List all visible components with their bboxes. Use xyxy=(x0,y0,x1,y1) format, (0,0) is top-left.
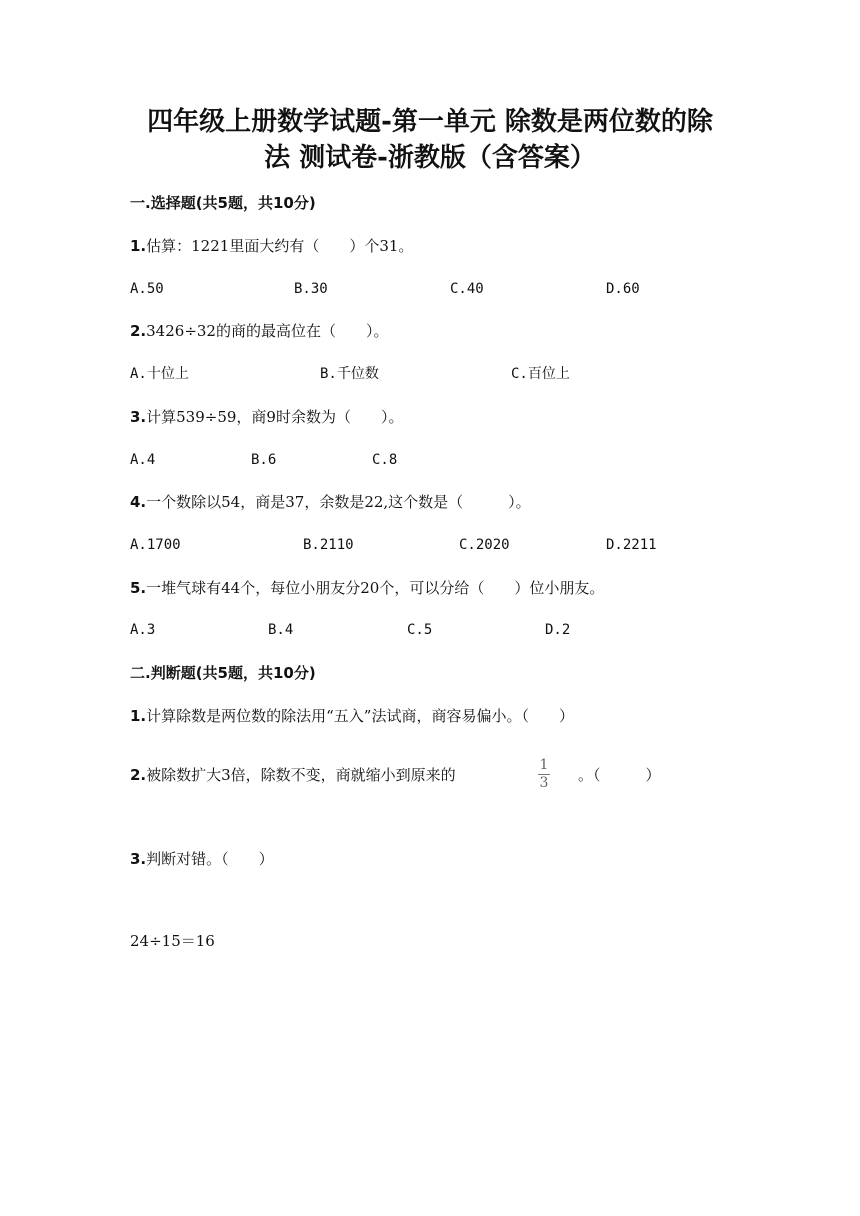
question-4 xyxy=(130,492,531,512)
option-c: C.百位上 xyxy=(511,366,570,382)
section-heading-multiple-choice: 一.选择题(共5题，共10分) xyxy=(130,194,316,212)
document-title-line-1: 四年级上册数学试题-第一单元 除数是两位数的除 xyxy=(147,107,713,137)
question-5 xyxy=(130,578,604,598)
judgement-question-2 xyxy=(130,765,456,785)
question-number: 2. xyxy=(130,766,147,784)
option-b: B.2110 xyxy=(303,537,354,553)
question-number: 4. xyxy=(130,493,147,511)
question-text: 计算539÷59，商9时余数为（ ）。 xyxy=(146,408,404,426)
option-b: B.4 xyxy=(268,622,294,638)
option-a: A.4 xyxy=(130,452,156,468)
question-1 xyxy=(130,236,413,256)
question-text: 3426÷32的商的最高位在（ ）。 xyxy=(146,322,389,340)
option-b: B.30 xyxy=(294,281,328,297)
option-b: B.千位数 xyxy=(320,366,379,382)
option-c: C.40 xyxy=(450,281,484,297)
fraction-numerator: 1 xyxy=(539,757,549,773)
question-text: 一个数除以54，商是37，余数是22,这个数是（ ）。 xyxy=(146,493,531,511)
option-a: A.50 xyxy=(130,281,164,297)
option-d: D.2211 xyxy=(606,537,657,553)
question-number: 3. xyxy=(130,408,147,426)
question-text: 计算除数是两位数的除法用“五入”法试商，商容易偏小。（ ） xyxy=(146,707,574,725)
option-a: A.十位上 xyxy=(130,366,189,382)
question-2-answer-blank: 。（ ） xyxy=(578,766,661,784)
option-a: A.1700 xyxy=(130,537,181,553)
option-c: C.8 xyxy=(372,452,398,468)
question-number: 1. xyxy=(130,237,147,255)
judgement-question-3 xyxy=(130,849,274,869)
question-number: 1. xyxy=(130,707,147,725)
question-3 xyxy=(130,407,403,427)
option-b: B.6 xyxy=(251,452,277,468)
fraction-one-third xyxy=(533,758,555,791)
question-number: 3. xyxy=(130,850,147,868)
question-text: 判断对错。（ ） xyxy=(146,850,274,868)
section-heading-true-false: 二.判断题(共5题，共10分) xyxy=(130,664,316,682)
option-c: C.5 xyxy=(407,622,433,638)
option-d: D.60 xyxy=(606,281,640,297)
question-number: 5. xyxy=(130,579,147,597)
question-text: 被除数扩大3倍，除数不变，商就缩小到原来的 xyxy=(146,766,456,784)
option-d: D.2 xyxy=(545,622,571,638)
question-2 xyxy=(130,321,388,341)
fraction-denominator: 3 xyxy=(539,775,549,791)
question-number: 2. xyxy=(130,322,147,340)
question-text: 估算：1221里面大约有（ ）个31。 xyxy=(146,237,414,255)
option-c: C.2020 xyxy=(459,537,510,553)
division-expression: 24÷15＝16 xyxy=(130,932,215,950)
option-a: A.3 xyxy=(130,622,156,638)
document-title-line-2: 法 测试卷-浙教版（含答案） xyxy=(264,143,596,173)
judgement-question-1 xyxy=(130,706,574,726)
question-text: 一堆气球有44个，每位小朋友分20个，可以分给（ ）位小朋友。 xyxy=(146,579,605,597)
